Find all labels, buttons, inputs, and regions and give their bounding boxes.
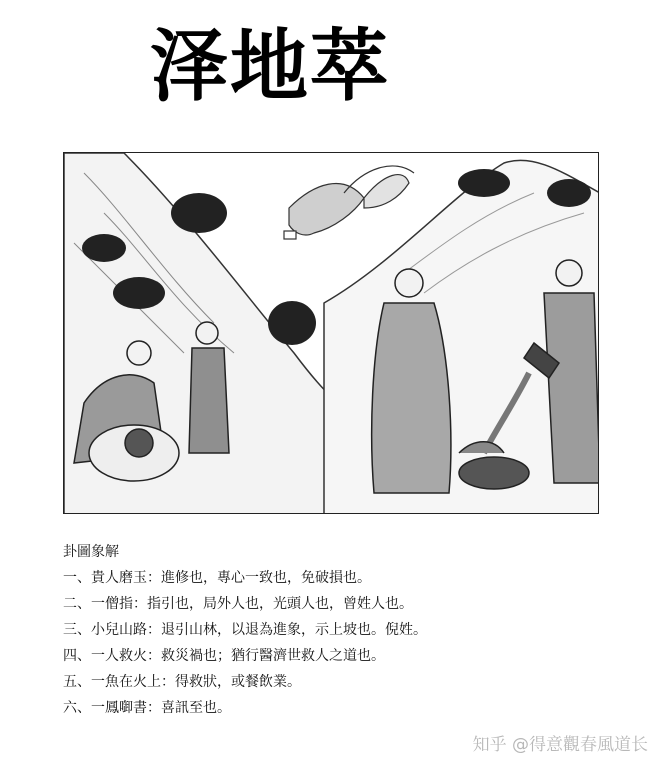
illustration-drawing <box>64 153 599 514</box>
hexagram-legend <box>63 542 603 724</box>
legend-line: 六、一鳳啣書：喜訊至也。 <box>63 700 231 716</box>
legend-line: 三、小兒山路：退引山林，以退為進象，示上坡也。倪姓。 <box>63 622 427 638</box>
watermark: 知乎 @得意觀春風道长 <box>472 735 648 755</box>
phoenix <box>284 166 414 239</box>
legend-line: 五、一魚在火上：得救狀，或餐飲業。 <box>63 674 301 690</box>
legend-line: 四、一人救火：救災禍也；猶行醫濟世救人之道也。 <box>63 648 385 664</box>
legend-line: 二、一僧指：指引也，局外人也，光頭人也，曾姓人也。 <box>63 596 413 612</box>
legend-line: 一、貴人磨玉：進修也，專心一致也，免破損也。 <box>63 570 371 586</box>
page-title: 泽地萃 <box>150 22 391 112</box>
hexagram-illustration <box>63 152 599 514</box>
legend-heading: 卦圖象解 <box>63 544 119 560</box>
